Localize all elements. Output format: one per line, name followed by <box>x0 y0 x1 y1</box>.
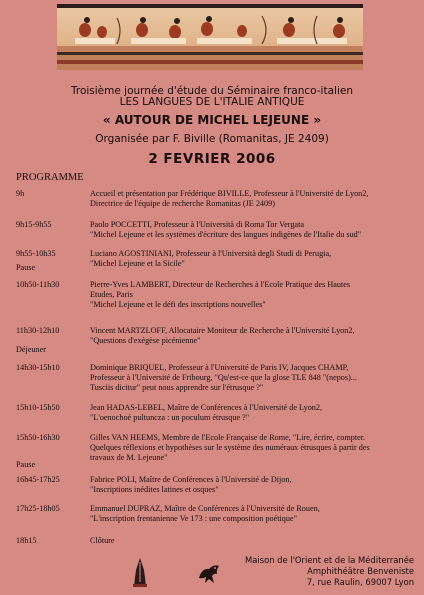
schedule-description <box>90 189 408 209</box>
program-label: PROGRAMME <box>16 172 84 183</box>
schedule-time: 15h50-16h30 <box>16 433 60 442</box>
pause-label-2: Pause <box>16 460 36 469</box>
schedule-time: 18h15 <box>16 536 37 545</box>
header-line-1: Troisième journée d'étude du Séminaire franco-italien <box>71 85 353 97</box>
schedule-description <box>90 249 408 269</box>
header-date: 2 FEVRIER 2006 <box>148 151 276 167</box>
schedule-description <box>90 326 408 346</box>
lunch-label: Déjeuner <box>16 345 47 354</box>
schedule-description <box>90 433 408 463</box>
schedule-description-line: travaux de M. Lejeune" <box>90 453 168 462</box>
fresco-banner-image <box>57 4 363 70</box>
schedule-time: 15h10-15h50 <box>16 403 60 412</box>
schedule-description-line: Accueil et présentation par Frédérique BIVILLE, Professeur à l'Université de Lyon2, <box>90 189 369 198</box>
schedule-time: 16h45-17h25 <box>16 475 60 484</box>
schedule-description-line: Quelques réflexions et hypothèses sur le système des numéraux étrusques à partir des <box>90 443 370 452</box>
schedule-description-line: Clôture <box>90 536 115 545</box>
schedule-description <box>90 475 408 495</box>
griffin-logo-icon <box>196 560 222 586</box>
venue-address: 7, rue Raulin, 69007 Lyon <box>306 577 414 587</box>
venue-line-1: Maison de l'Orient et de la Méditerranée <box>245 555 414 565</box>
schedule-description-line: Directrice de l'équipe de recherche Romanitas (JE 2409) <box>90 199 275 208</box>
etruscan-fresco-banner-icon <box>57 8 363 70</box>
schedule-time: 11h30-12h10 <box>16 326 60 335</box>
schedule-description-line: "Inscriptions inédites latines et osques" <box>90 485 219 494</box>
schedule-description-line: "L'inscription frentanienne Ve 173 : une composition poétique" <box>90 514 297 523</box>
schedule-description <box>90 504 408 524</box>
schedule-description-line: "Michel Lejeune et le défi des inscriptions nouvelles" <box>90 300 266 309</box>
schedule-time: 14h30-15h10 <box>16 363 60 372</box>
schedule-time: 9h55-10h35 <box>16 249 56 258</box>
header-line-2: LES LANGUES DE L'ITALIE ANTIQUE <box>119 96 305 108</box>
schedule-description <box>90 220 408 240</box>
schedule-description-line: "Michel Lejeune et les systèmes d'écriture des langues indigènes de l'Italie du sud" <box>90 230 362 239</box>
schedule-description-line: Emmanuel DUPRAZ, Maître de Conférences à l'Université de Rouen, <box>90 504 320 513</box>
mom-institution-logo-icon <box>130 556 150 590</box>
header-organizer: Organisée par F. Biville (Romanitas, JE 2409) <box>95 133 329 145</box>
schedule-time: 17h25-18h05 <box>16 504 60 513</box>
schedule-time: 9h15-9h55 <box>16 220 52 229</box>
schedule-description-line: Professeur à l'Université de Fribourg, "Qu'est-ce que la glose TLE 848 "(nepos)... <box>90 373 357 382</box>
schedule-description-line: Vincent MARTZLOFF, Allocataire Moniteur de Recherche à l'Université Lyon2, <box>90 326 355 335</box>
schedule-description-line: Jean HADAS-LEBEL, Maître de Conférences à l'Université de Lyon2, <box>90 403 323 412</box>
header-title: « AUTOUR DE MICHEL LEJEUNE » <box>102 113 322 127</box>
venue-line-2: Amphithéâtre Benveniste <box>307 566 414 576</box>
schedule-description-line: Pierre-Yves LAMBERT, Directeur de Recherches à l'Ecole Pratique des Hautes <box>90 280 351 289</box>
schedule-description-line: Paolo POCCETTI, Professeur à l'Università di Roma Tor Vergata <box>90 220 304 229</box>
schedule-description <box>90 280 408 310</box>
schedule-description-line: "Questions d'exégèse picénienne" <box>90 336 201 345</box>
schedule-description-line: Dominique BRIQUEL, Professeur à l'Université de Paris IV, Jacques CHAMP, <box>90 363 349 372</box>
schedule-description <box>90 536 408 546</box>
schedule-description-line: "Michel Lejeune et la Sicile" <box>90 259 185 268</box>
schedule-time: 10h50-11h30 <box>16 280 60 289</box>
schedule-description-line: Etudes, Paris <box>90 290 133 299</box>
pause-label-1: Pause <box>16 263 36 272</box>
schedule-description-line: Tusciis dicitur" peut nous apprendre sur l'étrusque ?" <box>90 383 264 392</box>
schedule-description-line: Gilles VAN HEEMS, Membre de l'Ecole Française de Rome, "Lire, écrire, compter. <box>90 433 366 442</box>
schedule-description-line: "L'oenochoé pultuncza : un poculum étrusque ?" <box>90 413 250 422</box>
schedule-description <box>90 363 408 393</box>
schedule-time: 9h <box>16 189 25 198</box>
schedule-description-line: Fabrice POLI, Maître de Conférences à l'Université de Dijon, <box>90 475 292 484</box>
schedule-description-line: Luciano AGOSTINIANI, Professeur à l'Università degli Studi di Perugia, <box>90 249 332 258</box>
schedule-description <box>90 403 408 423</box>
